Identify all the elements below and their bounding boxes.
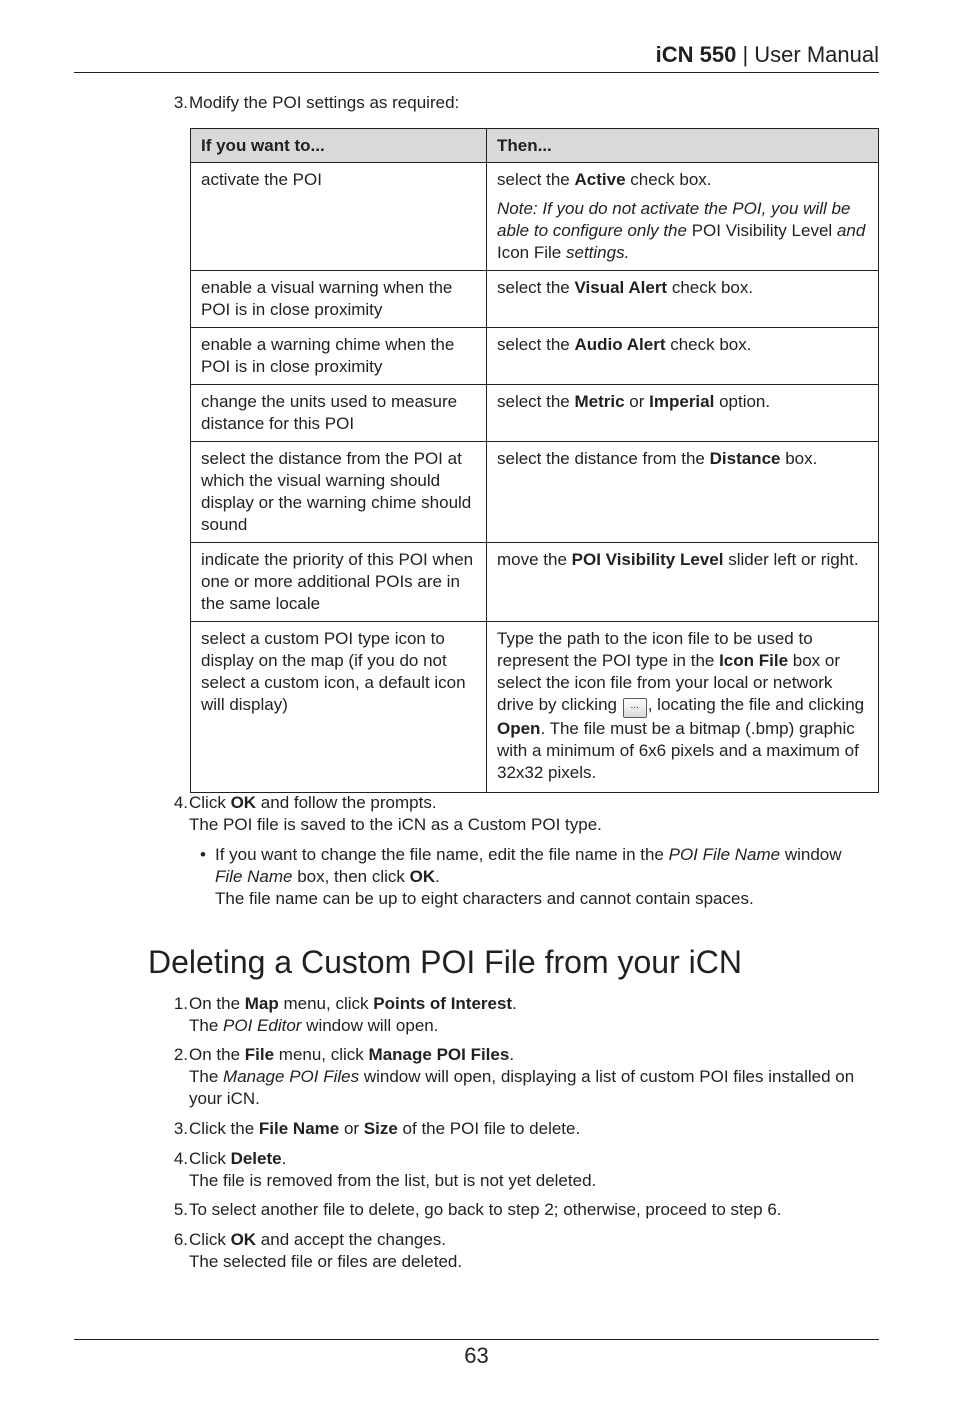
cell-bold: Metric <box>574 392 625 411</box>
text: . <box>281 1149 287 1168</box>
bold-text: Manage POI Files <box>368 1045 510 1064</box>
cell-text: , locating the file and clicking <box>647 695 865 714</box>
table-cell-want: change the units used to measure distance for this POI <box>191 385 487 442</box>
step-text <box>189 1229 879 1273</box>
step-text <box>189 993 879 1037</box>
note-text: settings. <box>565 243 630 262</box>
header-rule <box>74 72 879 73</box>
bold-text: Map <box>244 994 279 1013</box>
table-cell-then <box>487 622 879 793</box>
cell-text: move the <box>497 550 572 569</box>
text: Click the <box>189 1119 259 1138</box>
step-number: 2. <box>173 1045 188 1064</box>
text: The <box>189 1067 224 1086</box>
text: menu, click <box>274 1045 369 1064</box>
text: . <box>512 994 517 1013</box>
table-row <box>191 622 879 793</box>
text: box, then click <box>292 867 410 886</box>
text: of the POI file to delete. <box>397 1119 581 1138</box>
column-header-want: If you want to... <box>191 129 487 163</box>
italic-text: POI File Name <box>668 845 781 864</box>
bold-text: OK <box>409 867 436 886</box>
bold-text: OK <box>230 1230 257 1249</box>
cell-text: check box. <box>665 335 752 354</box>
cell-bold: Distance <box>709 449 781 468</box>
table-row <box>191 543 879 622</box>
text: The <box>189 1016 224 1035</box>
text: window <box>780 845 842 864</box>
bullet-text <box>215 844 880 910</box>
step-result: The selected file or files are deleted. <box>189 1252 463 1271</box>
table-cell-then <box>487 442 879 543</box>
step-number: 4. <box>173 793 188 812</box>
table-cell-then <box>487 271 879 328</box>
text: If you want to change the file name, edit the file name in the <box>215 845 669 864</box>
header-separator: | <box>742 42 749 67</box>
cell-text: Type the path to the icon file to be used to represent the POI type in the <box>497 629 813 670</box>
table-cell-then <box>487 328 879 385</box>
table-row <box>191 271 879 328</box>
text: window will open. <box>301 1016 439 1035</box>
cell-text: box. <box>780 449 818 468</box>
cell-text: select the <box>497 392 575 411</box>
note-text: Note: If you do not activate the POI, you will be able to configure only the <box>497 199 851 240</box>
text: On the <box>189 994 245 1013</box>
step-text <box>189 792 879 836</box>
bold-text: OK <box>230 793 257 812</box>
step-result: The file is removed from the list, but is not yet deleted. <box>189 1171 597 1190</box>
step-text: Modify the POI settings as required: <box>189 93 460 112</box>
text: Click <box>189 1149 231 1168</box>
step-number: 6. <box>173 1230 188 1249</box>
table-header-row <box>191 129 879 163</box>
product-name: iCN 550 <box>655 42 737 67</box>
cell-text: or <box>624 392 650 411</box>
footer-rule <box>74 1339 879 1340</box>
step-number: 3. <box>173 93 188 112</box>
italic-text: Manage POI Files <box>223 1067 360 1086</box>
step-number: 5. <box>173 1200 188 1219</box>
italic-text: POI Editor <box>223 1016 302 1035</box>
note-text: and <box>836 221 866 240</box>
table-row <box>191 442 879 543</box>
cell-text: option. <box>714 392 771 411</box>
cell-bold: POI Visibility Level <box>571 550 724 569</box>
table-row <box>191 163 879 271</box>
cell-bold: Open <box>497 719 541 738</box>
page-header <box>74 40 879 70</box>
cell-text: select the <box>497 278 575 297</box>
manual-title: User Manual <box>754 42 879 67</box>
text: To select another file to delete, go back to step 2; otherwise, proceed to step 6. <box>189 1200 782 1219</box>
bold-text: File Name <box>258 1119 340 1138</box>
table-cell-want: indicate the priority of this POI when one or more additional POIs are in the same locale <box>191 543 487 622</box>
step-text <box>189 1118 879 1140</box>
table-cell-want: select a custom POI type icon to display on the map (if you do not select a custom icon, a default icon will display) <box>191 622 487 793</box>
bullet-note: The file name can be up to eight characters and cannot contain spaces. <box>215 889 754 908</box>
table-cell-want: enable a visual warning when the POI is in close proximity <box>191 271 487 328</box>
table-cell-then <box>487 543 879 622</box>
cell-text: check box. <box>625 170 712 189</box>
table-cell-want: select the distance from the POI at which the visual warning should display or the warning chime should sound <box>191 442 487 543</box>
cell-text: select the <box>497 335 575 354</box>
text: . <box>509 1045 515 1064</box>
cell-text: select the <box>497 170 575 189</box>
browse-button-icon: ... <box>623 698 647 718</box>
table-cell-want: activate the POI <box>191 163 487 271</box>
step-text <box>189 1199 879 1221</box>
step-text <box>189 1148 879 1192</box>
cell-text: box or select the icon file from your local or network drive by clicking <box>497 651 841 714</box>
cell-bold: Imperial <box>649 392 715 411</box>
text: . <box>435 867 440 886</box>
italic-text: File Name <box>215 867 293 886</box>
step-result: The POI file is saved to the iCN as a Custom POI type. <box>189 815 602 834</box>
table-row <box>191 385 879 442</box>
note-term: POI Visibility Level <box>691 221 833 240</box>
step-text <box>189 1044 879 1110</box>
cell-text: slider left or right. <box>723 550 859 569</box>
cell-text: select the distance from the <box>497 449 710 468</box>
table-cell-then <box>487 385 879 442</box>
bold-text: Points of Interest <box>373 994 513 1013</box>
table-cell-want: enable a warning chime when the POI is in close proximity <box>191 328 487 385</box>
cell-text: check box. <box>667 278 754 297</box>
note-term: Icon File <box>497 243 562 262</box>
column-header-then: Then... <box>487 129 879 163</box>
cell-bold: Icon File <box>719 651 789 670</box>
step-number: 4. <box>173 1149 188 1168</box>
step-number: 1. <box>173 994 188 1013</box>
text: On the <box>189 1045 245 1064</box>
bold-text: Size <box>363 1119 398 1138</box>
text: Click <box>189 793 231 812</box>
cell-bold: Audio Alert <box>574 335 666 354</box>
page-number: 63 <box>464 1343 489 1368</box>
step-number: 3. <box>173 1119 188 1138</box>
bold-text: Delete <box>230 1149 282 1168</box>
note <box>497 198 868 264</box>
table-row <box>191 328 879 385</box>
cell-text: . The file must be a bitmap (.bmp) graphic with a minimum of 6x6 pixels and a maximum of 32x32 pixels. <box>497 719 859 782</box>
cell-bold: Visual Alert <box>574 278 668 297</box>
table-cell-then <box>487 163 879 271</box>
text: and accept the changes. <box>256 1230 447 1249</box>
text: window will open, displaying a list of custom POI files installed on your iCN. <box>189 1067 855 1108</box>
text: or <box>339 1119 364 1138</box>
cell-bold: Active <box>574 170 626 189</box>
text: menu, click <box>278 994 374 1013</box>
poi-settings-table <box>190 128 879 793</box>
bold-text: File <box>244 1045 275 1064</box>
bullet-dot: • <box>200 845 206 864</box>
text: and follow the prompts. <box>256 793 437 812</box>
section-title: Deleting a Custom POI File from your iCN <box>148 944 742 980</box>
text: Click <box>189 1230 231 1249</box>
